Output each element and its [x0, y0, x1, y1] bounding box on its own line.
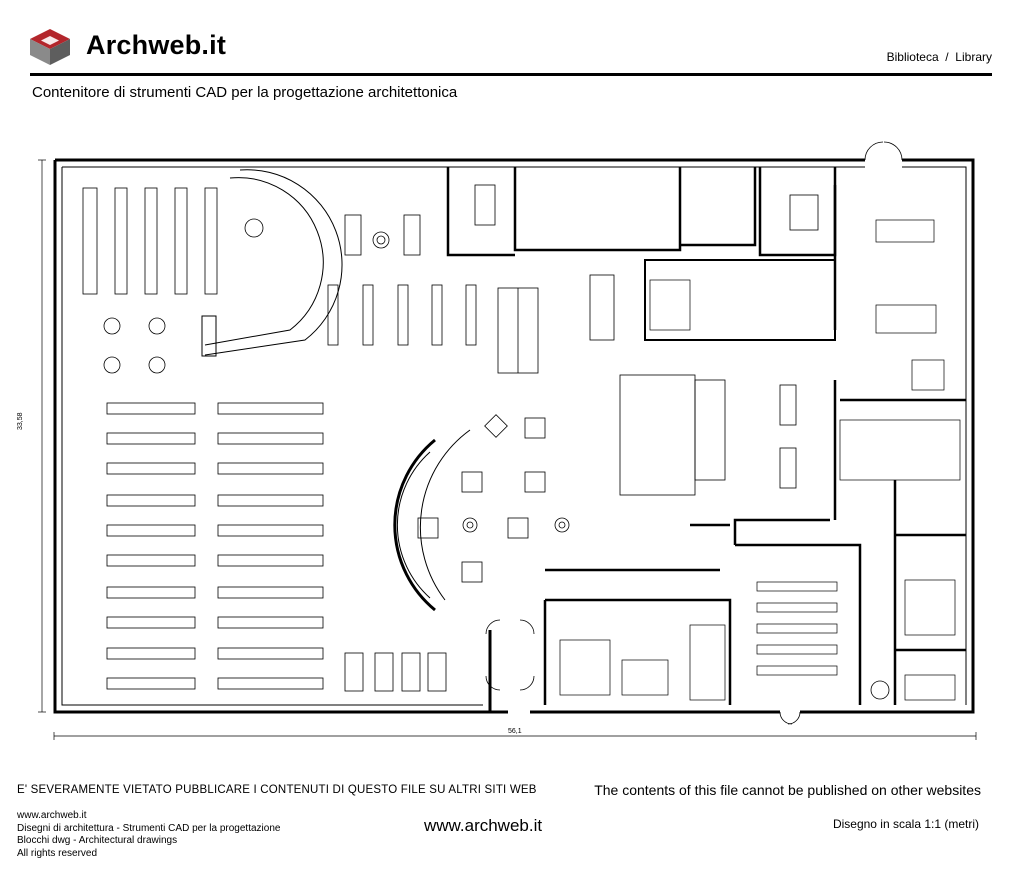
brand-name[interactable]: Archweb.it [86, 30, 227, 60]
warning-italian: E' SEVERAMENTE VIETATO PUBBLICARE I CONTENUTI DI QUESTO FILE SU ALTRI SITI WEB [17, 784, 537, 796]
section-breadcrumb: Biblioteca / Library [886, 50, 992, 64]
footer-scale: Disegno in scala 1:1 (metri) [832, 817, 979, 831]
dimension-height-label: 33,58 [17, 412, 24, 430]
warning-english: The contents of this file cannot be published on other websites [594, 782, 981, 798]
footer-line-2: Blocchi dwg - Architectural drawings [17, 835, 178, 846]
page-subtitle: Contenitore di strumenti CAD per la progettazione architettonica [32, 84, 458, 101]
round-tables [104, 219, 889, 699]
dimension-width-label: 56,1 [508, 728, 522, 735]
circulation-desk [202, 170, 342, 356]
doors [486, 142, 902, 724]
footer-line-3: All rights reserved [17, 847, 98, 859]
auditorium-seats [757, 582, 837, 675]
footer-url[interactable]: www.archweb.it [424, 816, 543, 835]
square-tables [345, 415, 545, 691]
bookshelves-rows [107, 403, 323, 689]
bookshelves-top [83, 188, 538, 373]
footer-line-1: Disegni di architettura - Strumenti CAD per la progettazione [17, 822, 281, 834]
office-desks [840, 220, 960, 700]
restroom-fixtures [560, 280, 725, 700]
interior-walls [448, 167, 966, 705]
curved-reading-room [395, 430, 470, 610]
footer-info-block [17, 810, 280, 860]
footer-site[interactable]: www.archweb.it [17, 810, 87, 821]
